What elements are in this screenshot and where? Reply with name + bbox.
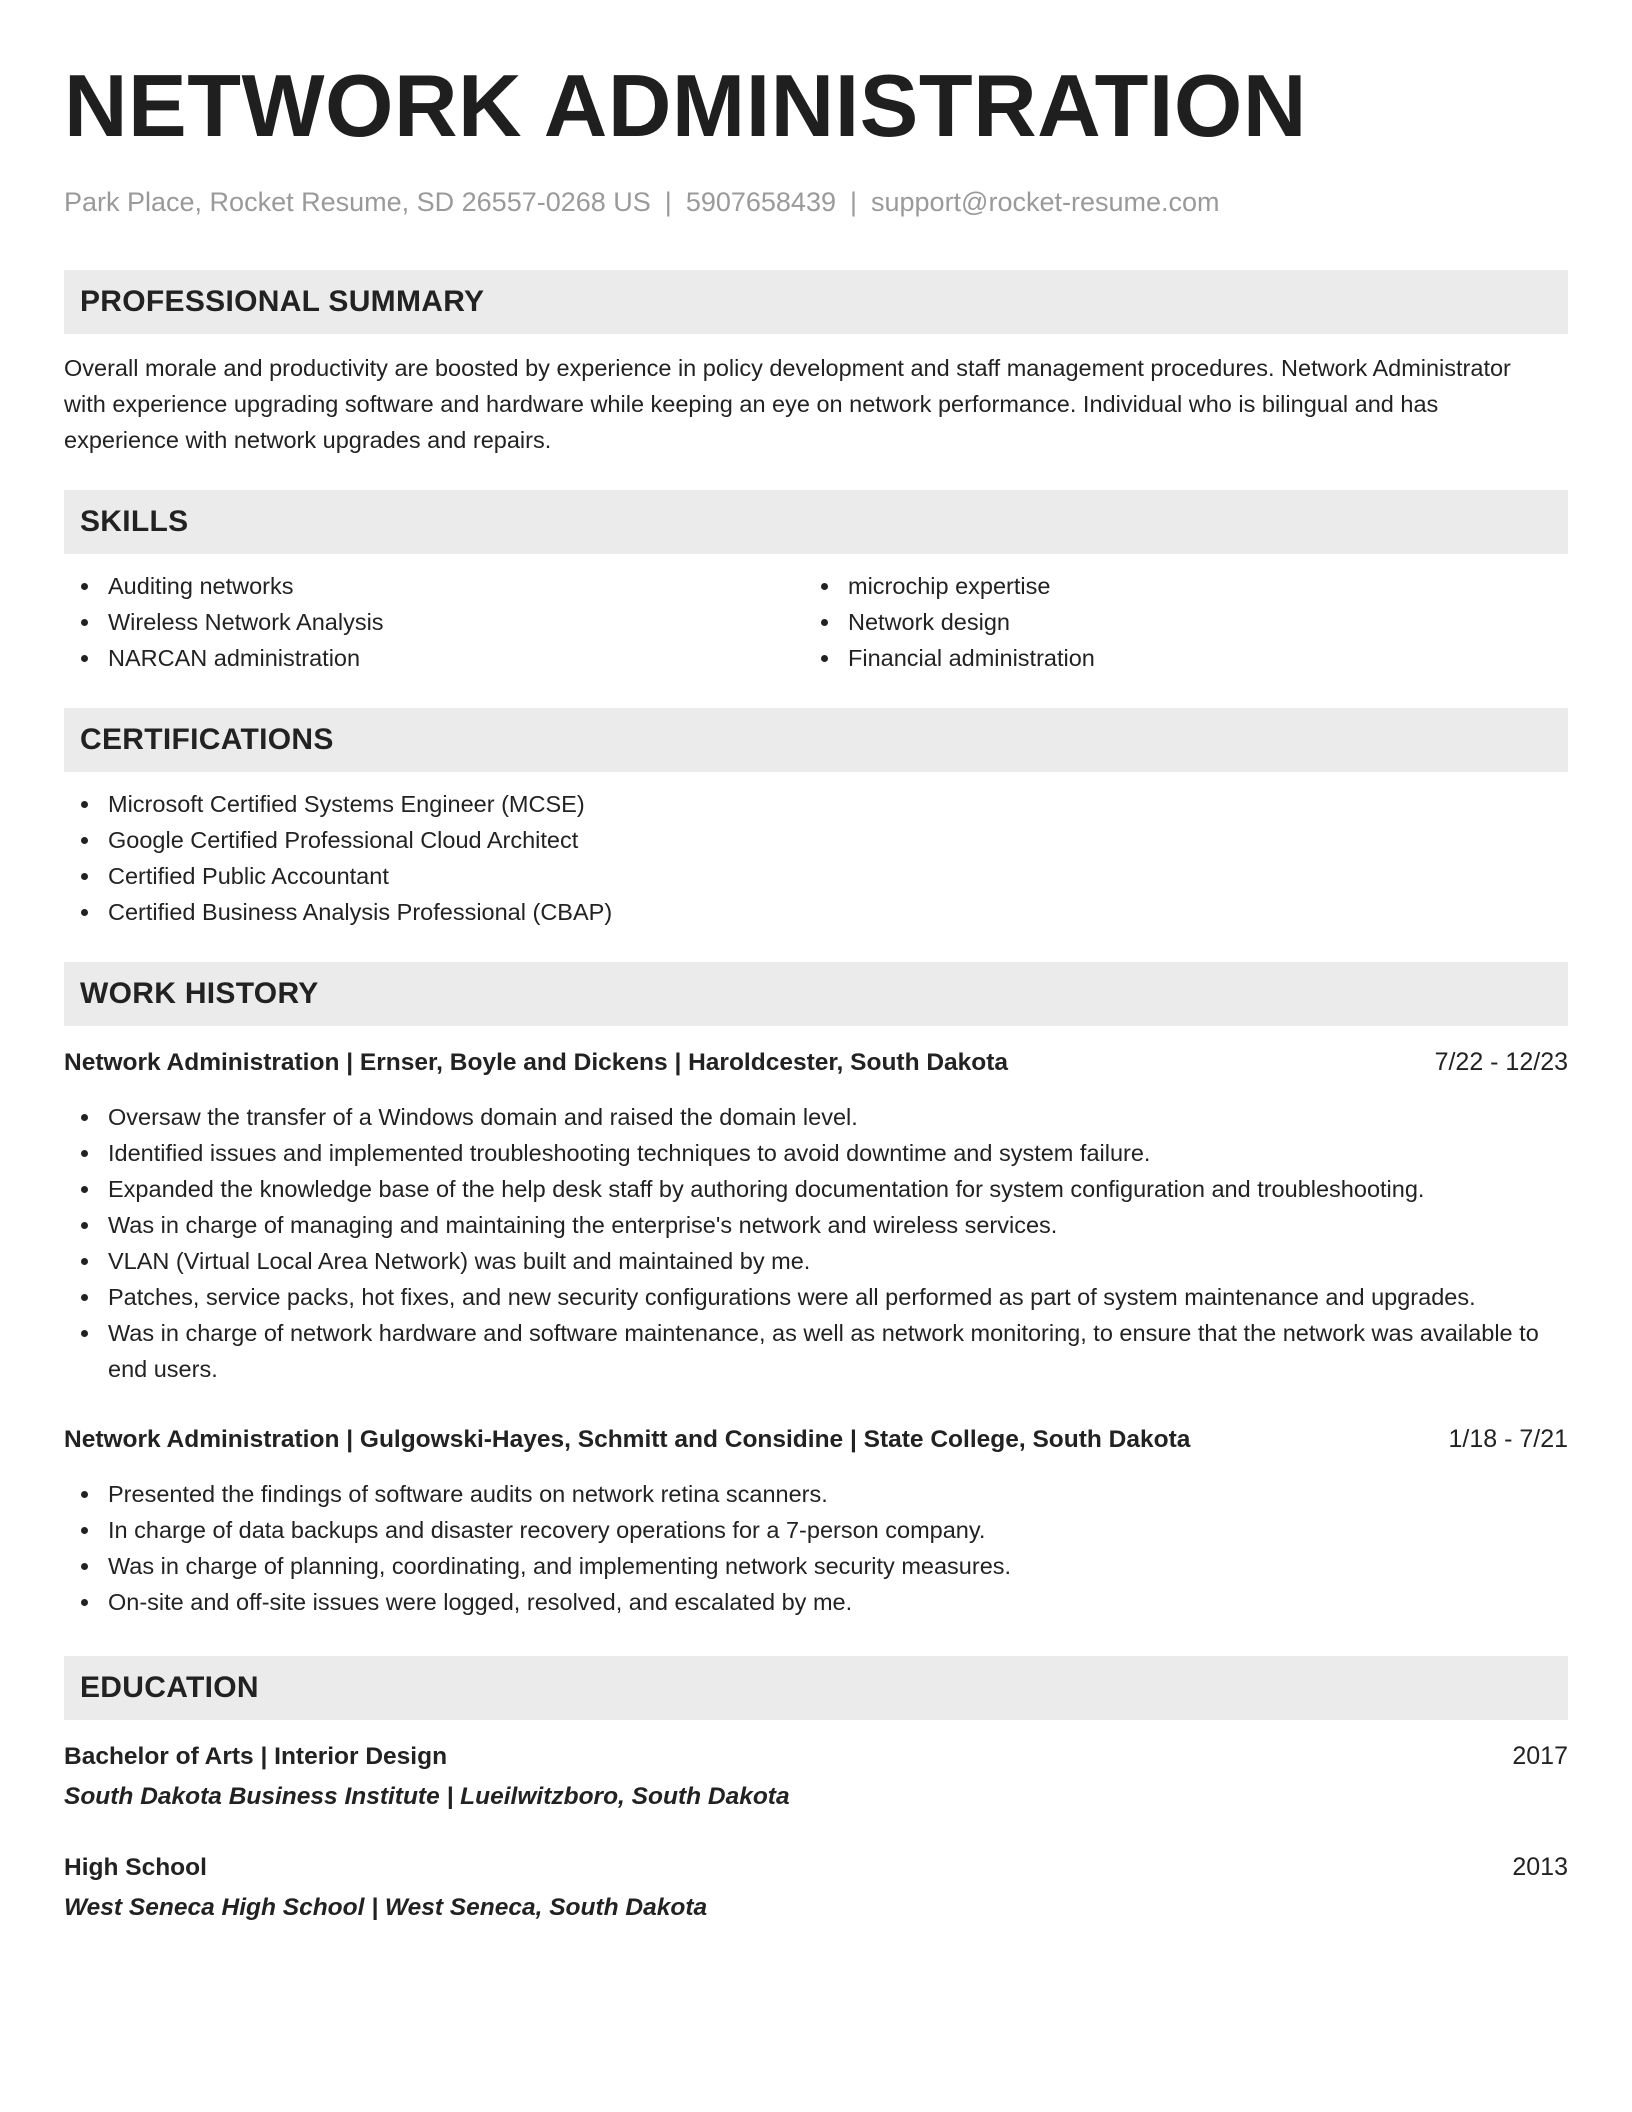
contact-line: [64, 184, 1568, 220]
job-bullet: In charge of data backups and disaster recovery operations for a 7-person company.: [64, 1512, 1568, 1548]
job-header: [64, 1044, 1568, 1081]
summary-text: Overall morale and productivity are boosted by experience in policy development and staff management procedures. Network Administrator with experience upgrading software and hardware while keeping an eye on network performance. Individual who is bilingual and has experience with network upgrades and repairs.: [64, 355, 1511, 453]
job-dates: 1/18 - 7/21: [1448, 1425, 1568, 1453]
education-entry: [64, 1738, 1568, 1815]
skills-column-right: [804, 568, 1544, 676]
contact-phone: 5907658439: [685, 187, 836, 217]
contact-address: Park Place, Rocket Resume, SD 26557-0268 US: [64, 187, 651, 217]
job-bullet: Identified issues and implemented troubleshooting techniques to avoid downtime and system failure.: [64, 1135, 1568, 1171]
education-header: [64, 1738, 1568, 1775]
education-entry: [64, 1849, 1568, 1926]
skill-item: Financial administration: [804, 640, 1544, 676]
education-degree: Bachelor of Arts | Interior Design: [64, 1743, 448, 1770]
section-header-summary: PROFESSIONAL SUMMARY: [64, 270, 1568, 334]
job-header: [64, 1421, 1568, 1458]
education-degree: High School: [64, 1854, 207, 1881]
skill-item: Network design: [804, 604, 1544, 640]
skills-grid: [64, 568, 1568, 676]
education-year: 2017: [1512, 1742, 1568, 1770]
section-header-certifications: CERTIFICATIONS: [64, 708, 1568, 772]
certification-item: Certified Business Analysis Professional (CBAP): [64, 894, 1568, 930]
certification-item: Google Certified Professional Cloud Architect: [64, 822, 1568, 858]
job-title: Network Administration | Gulgowski-Hayes, Schmitt and Considine | State College, South Dakota: [64, 1426, 1191, 1453]
skills-column-left: [64, 568, 804, 676]
job-entry: [64, 1044, 1568, 1387]
job-bullets: [64, 1476, 1568, 1620]
contact-separator: |: [849, 187, 857, 217]
job-bullets: [64, 1099, 1568, 1387]
job-bullet: Oversaw the transfer of a Windows domain and raised the domain level.: [64, 1099, 1568, 1135]
education-school: South Dakota Business Institute | Lueilwitzboro, South Dakota: [64, 1783, 790, 1810]
contact-email: support@rocket-resume.com: [871, 187, 1220, 217]
job-bullet: Presented the findings of software audits on network retina scanners.: [64, 1476, 1568, 1512]
education-header: [64, 1849, 1568, 1886]
section-header-skills: SKILLS: [64, 490, 1568, 554]
job-bullet: Expanded the knowledge base of the help desk staff by authoring documentation for system configuration and troubleshooting.: [64, 1171, 1568, 1207]
job-entry: [64, 1421, 1568, 1620]
skill-item: microchip expertise: [804, 568, 1544, 604]
section-header-education: EDUCATION: [64, 1656, 1568, 1720]
contact-separator: |: [664, 187, 672, 217]
skill-item: Auditing networks: [64, 568, 804, 604]
job-bullet: VLAN (Virtual Local Area Network) was built and maintained by me.: [64, 1243, 1568, 1279]
certification-item: Certified Public Accountant: [64, 858, 1568, 894]
job-bullet: On-site and off-site issues were logged, resolved, and escalated by me.: [64, 1584, 1568, 1620]
education-year: 2013: [1512, 1853, 1568, 1881]
certification-item: Microsoft Certified Systems Engineer (MCSE): [64, 786, 1568, 822]
job-title: Network Administration | Ernser, Boyle and Dickens | Haroldcester, South Dakota: [64, 1049, 1009, 1076]
job-bullet: Patches, service packs, hot fixes, and new security configurations were all performed as part of system maintenance and upgrades.: [64, 1279, 1568, 1315]
education-school: West Seneca High School | West Seneca, South Dakota: [64, 1894, 708, 1921]
job-bullet: Was in charge of planning, coordinating, and implementing network security measures.: [64, 1548, 1568, 1584]
job-dates: 7/22 - 12/23: [1434, 1048, 1568, 1076]
skill-item: Wireless Network Analysis: [64, 604, 804, 640]
job-bullet: Was in charge of managing and maintaining the enterprise's network and wireless services.: [64, 1207, 1568, 1243]
certifications-list: [64, 786, 1568, 930]
skill-item: NARCAN administration: [64, 640, 804, 676]
section-header-work-history: WORK HISTORY: [64, 962, 1568, 1026]
resume-name: NETWORK ADMINISTRATION: [64, 56, 1307, 155]
job-bullet: Was in charge of network hardware and software maintenance, as well as network monitoring, to ensure that the network was available to end users.: [64, 1315, 1568, 1387]
